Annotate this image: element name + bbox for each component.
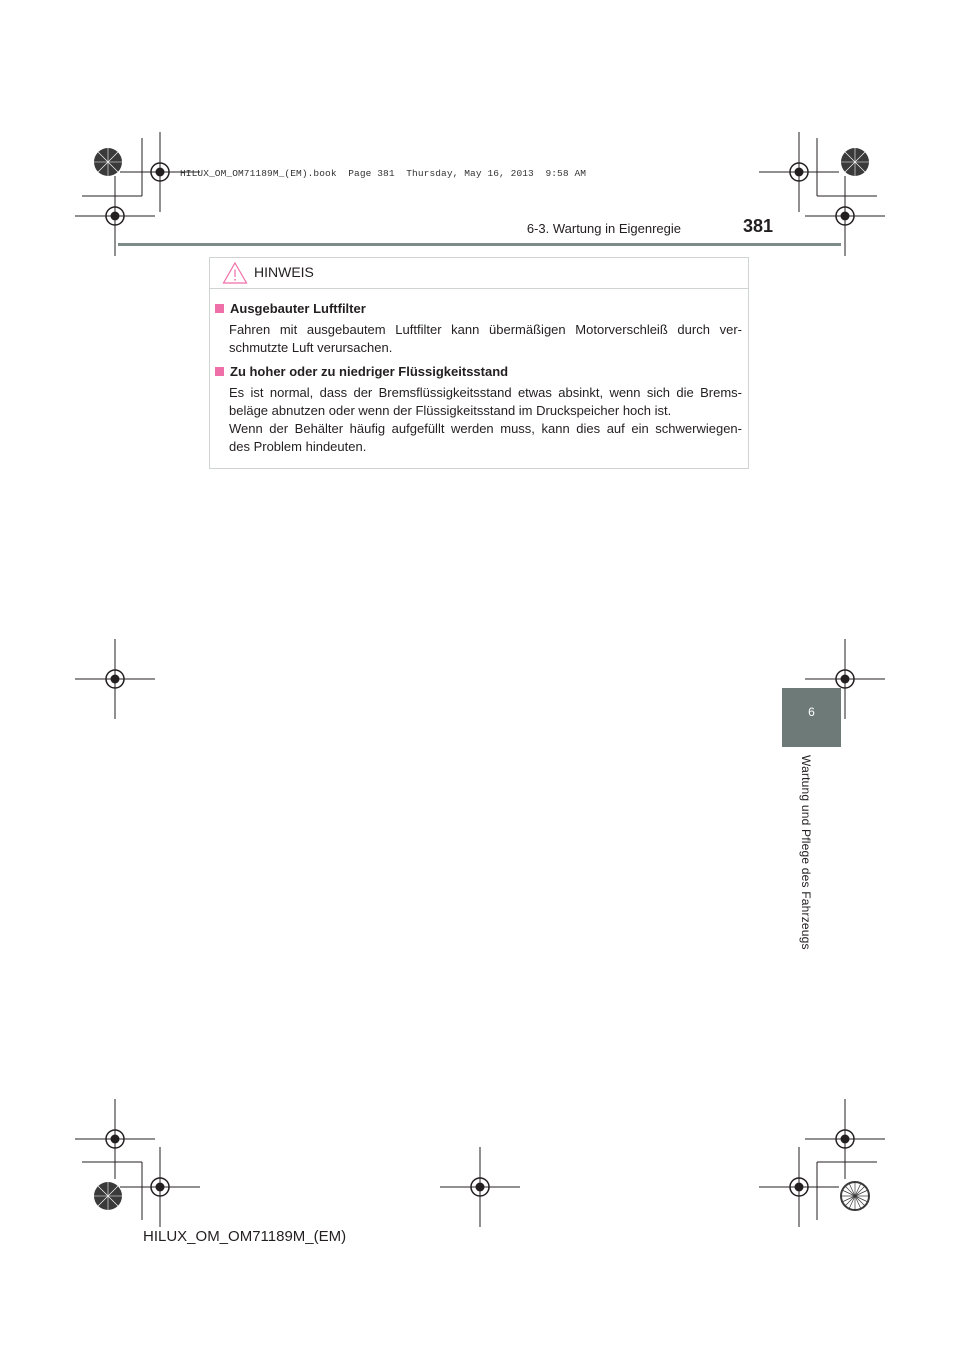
notice-item-heading: Ausgebauter Luftfilter bbox=[215, 301, 366, 316]
text-line: Es ist normal, dass der Bremsflüssigkeitsstand etwas absinkt, wenn sich die Brems- bbox=[229, 385, 742, 400]
section-title: 6-3. Wartung in Eigenregie bbox=[526, 221, 681, 236]
header-rule bbox=[118, 243, 841, 246]
notice-header bbox=[210, 258, 748, 289]
text-line: Fahren mit ausgebautem Luftfilter kann übermäßigen Motorverschleiß durch ver- bbox=[229, 322, 742, 337]
text-line: Wenn der Behälter häufig aufgefüllt werden muss, kann dies auf ein schwerwiegen- bbox=[229, 421, 742, 436]
text-line: schmutzte Luft verursachen. bbox=[229, 340, 393, 355]
notice-title: HINWEIS bbox=[254, 264, 314, 280]
chapter-tab bbox=[782, 688, 841, 747]
warning-triangle-icon bbox=[222, 261, 248, 285]
square-bullet-icon bbox=[215, 304, 224, 313]
notice-box bbox=[209, 257, 749, 469]
page-number: 381 bbox=[743, 216, 774, 236]
text-line: des Problem hindeuten. bbox=[229, 439, 367, 454]
square-bullet-icon bbox=[215, 367, 224, 376]
book-info-line: HILUX_OM_OM71189M_(EM).book Page 381 Thursday, May 16, 2013 9:58 AM bbox=[180, 168, 587, 179]
notice-item-heading: Zu hoher oder zu niedriger Flüssigkeitsstand bbox=[215, 364, 508, 379]
text-line: beläge abnutzen oder wenn der Flüssigkeitsstand im Druckspeicher hoch ist. bbox=[229, 403, 672, 418]
notice-item-body bbox=[229, 384, 742, 456]
footer-code: HILUX_OM_OM71189M_(EM) bbox=[143, 1228, 347, 1245]
notice-item-body bbox=[229, 321, 742, 357]
chapter-number: 6 bbox=[808, 705, 815, 719]
chapter-label: Wartung und Pflege des Fahrzeugs bbox=[799, 755, 813, 950]
